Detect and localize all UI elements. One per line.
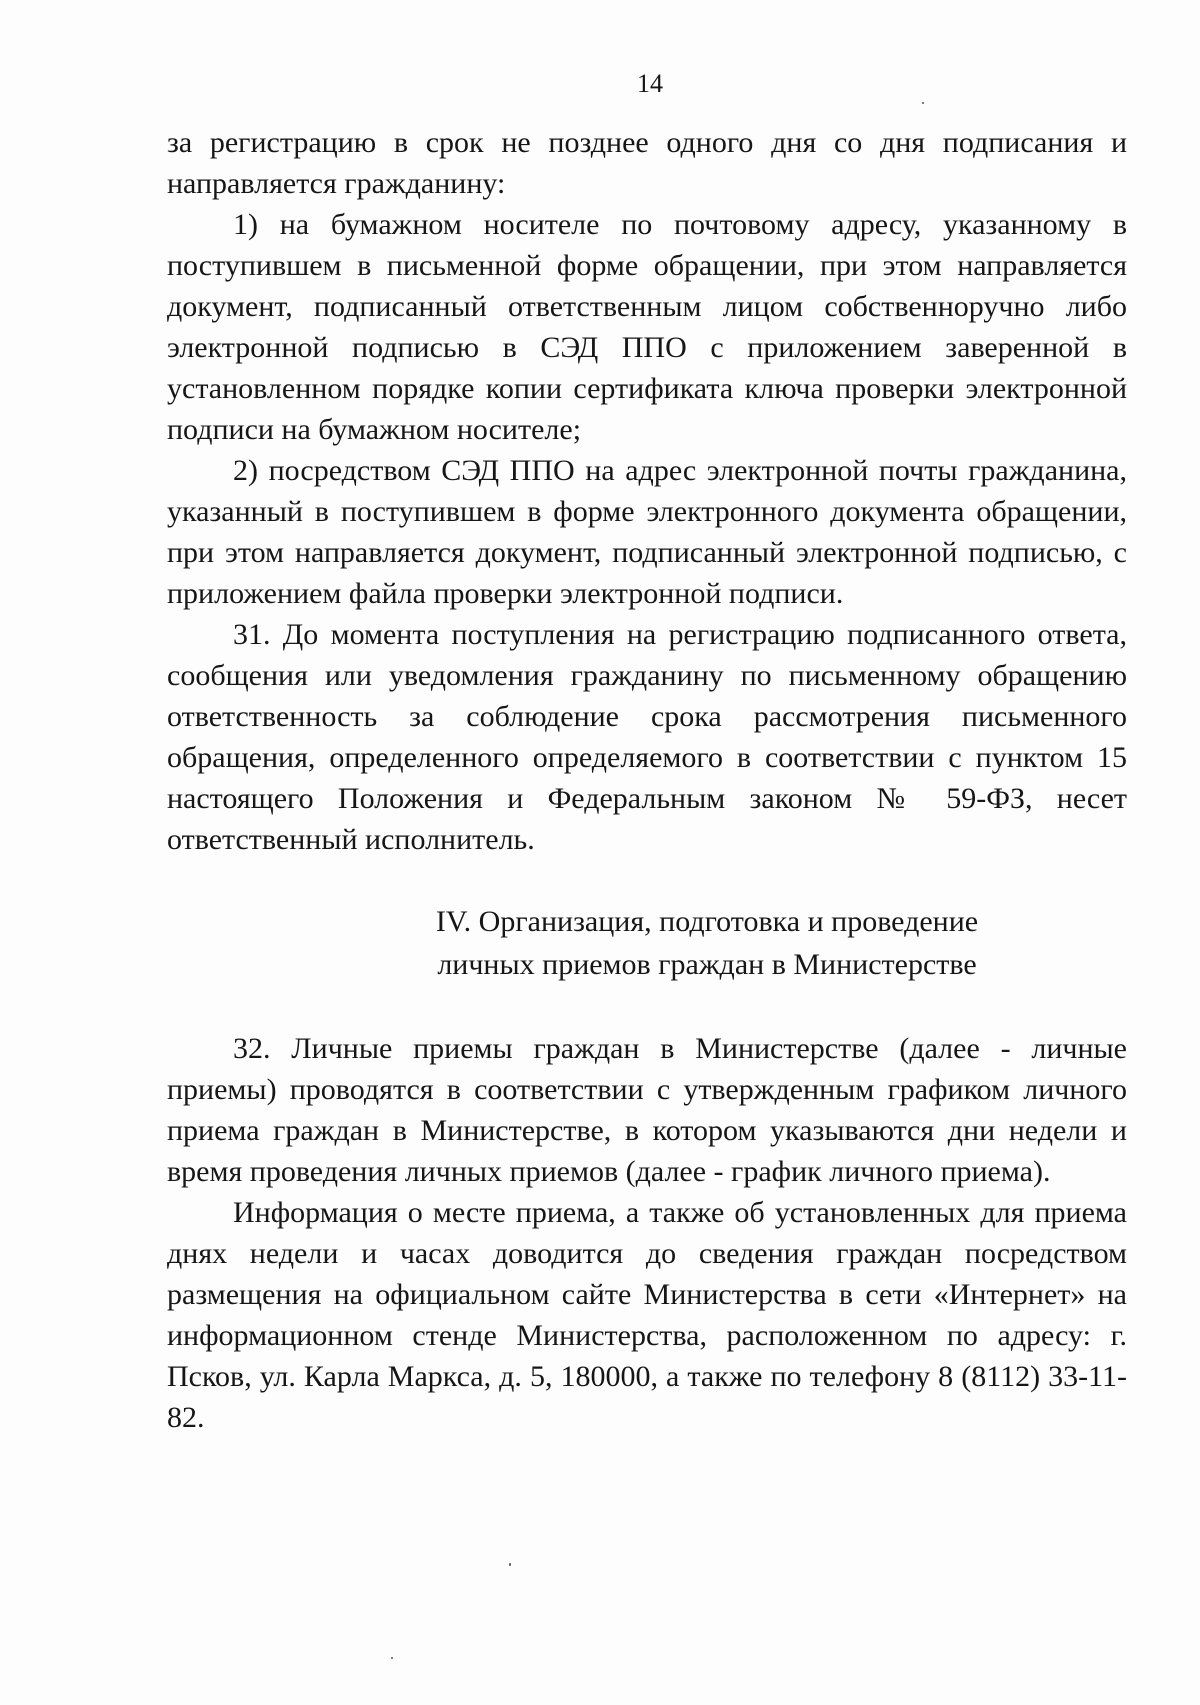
scan-speck: [391, 1657, 393, 1659]
paragraph-reception-info: Информация о месте приема, а также об установленных для приема днях недели и часах доводится до сведения граждан посредством размещения на официальном сайте Министерства в сети «Интернет» на информационном стенде Министерства, расположенном по адресу: г. Псков, ул. Карла Маркса, д. 5, 180000, а также по телефону 8 (8112) 33-11-82.: [167, 1196, 1127, 1434]
page-number: 14: [637, 69, 663, 98]
section-heading-line-1: IV. Организация, подготовка и проведение: [435, 905, 979, 938]
paragraph-32: 32. Личные приемы граждан в Министерстве (далее - личные приемы) проводятся в соответствии с утвержденным графиком личного приема граждан в Министерстве, в котором указываются дни недели и время проведения личных приемов (далее - график личного приема).: [167, 1032, 1127, 1188]
paragraph-continuation: за регистрацию в срок не позднее одного дня со дня подписания и направляется гражданину:: [167, 126, 1127, 200]
paragraph-item-2: 2) посредством СЭД ППО на адрес электронной почты гражданина, указанный в поступившем в форме электронного документа обращении, при этом направляется документ, подписанный электронной подписью, с приложением файла проверки электронной подписи.: [167, 454, 1127, 610]
section-heading: [167, 900, 1127, 986]
document-body: [167, 122, 1127, 1438]
section-heading-line-2: личных приемов граждан в Министерстве: [437, 948, 977, 981]
paragraph-31: 31. До момента поступления на регистрацию подписанного ответа, сообщения или уведомления гражданину по письменному обращению ответственность за соблюдение срока рассмотрения письменного обращения, определенного определяемого в соответствии с пунктом 15 настоящего Положения и Федеральным законом № 59-ФЗ, несет ответственный исполнитель.: [167, 618, 1127, 856]
scan-speck: [509, 1563, 511, 1566]
paragraph-item-1: 1) на бумажном носителе по почтовому адресу, указанному в поступившем в письменной форме обращении, при этом направляется документ, подписанный ответственным лицом собственноручно либо электронной подписью в СЭД ППО с приложением заверенной в установленном порядке копии сертификата ключа проверки электронной подписи на бумажном носителе;: [167, 208, 1127, 446]
scan-speck: [922, 102, 924, 104]
